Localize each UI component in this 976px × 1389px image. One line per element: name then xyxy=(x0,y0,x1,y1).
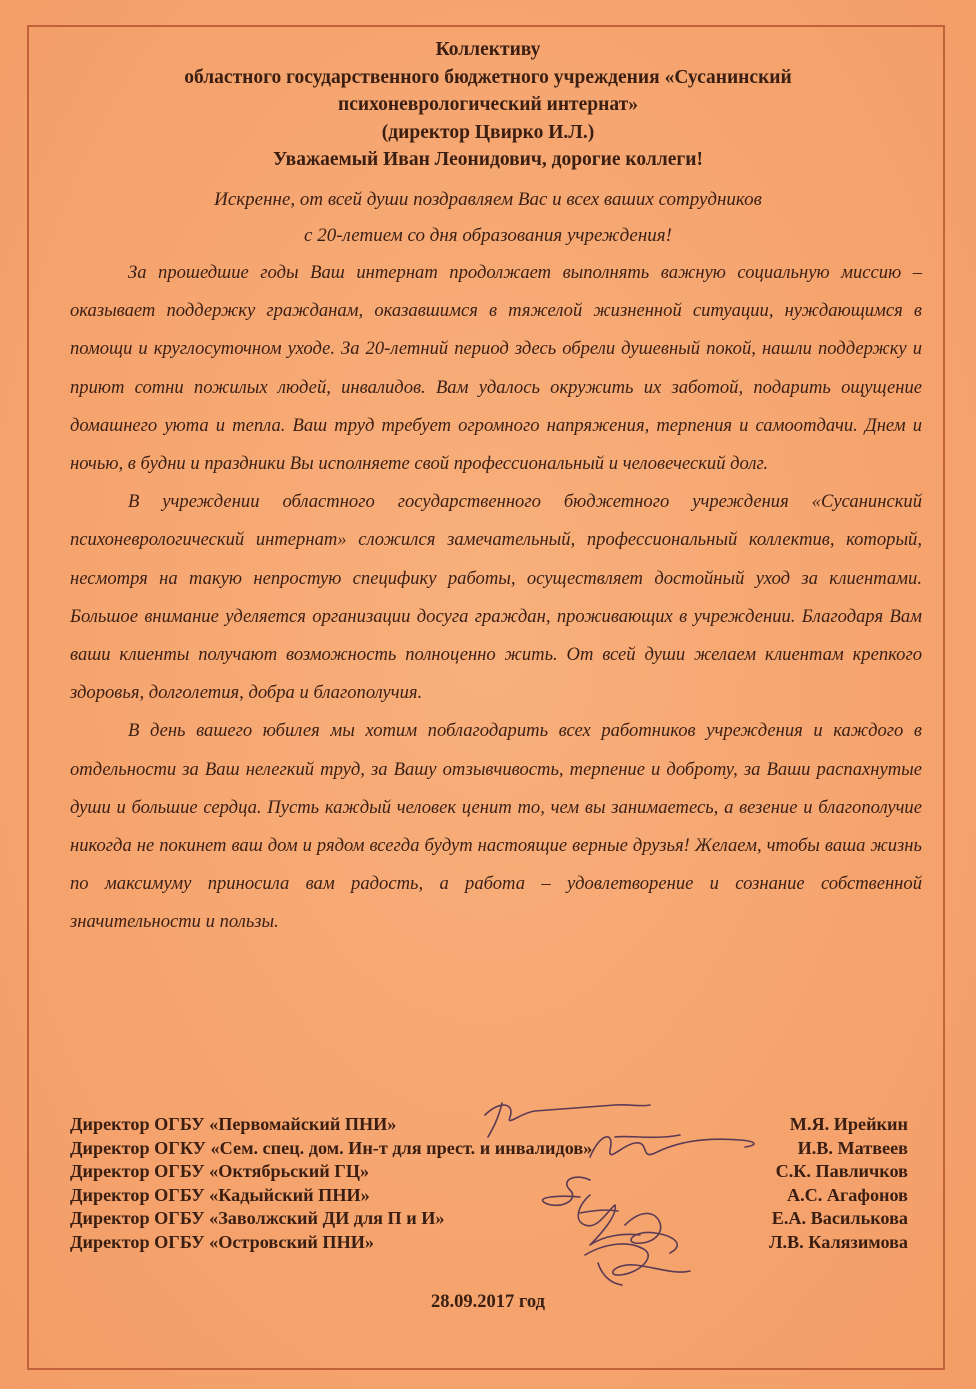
signatory-name: И.В. Матвеев xyxy=(797,1137,908,1158)
signatory-organization: Директор ОГБУ «Островский ПНИ» xyxy=(70,1231,374,1252)
signatory-organization: Директор ОГБУ «Кадыйский ПНИ» xyxy=(70,1184,370,1205)
signatories-list xyxy=(70,1113,910,1255)
header-institution-cont: психоневрологический интернат» xyxy=(338,94,638,115)
signatory-name: А.С. Агафонов xyxy=(786,1184,908,1205)
signatory-row xyxy=(70,1184,910,1208)
signatory-row xyxy=(70,1113,910,1137)
signatory-organization: Директор ОГБУ «Первомайский ПНИ» xyxy=(70,1114,397,1134)
header-addressee: Коллективу xyxy=(435,39,541,60)
paragraph-3: В день вашего юбилея мы хотим поблагодарить всех работников учреждения и каждого в отдельности за Ваш нелегкий труд, за Вашу отзывчивость, терпение и доброту, за Ваши распахнутые души и большие сердца. Пусть каждый человек ценит то, чем вы занимаетесь, а везение и благополучие никогда не покинет ваш дом и рядом всегда будут настоящие верные друзья! Желаем, чтобы ваша жизнь по максимуму приносила вам радость, а работа – удовлетворение и сознание собственной значительности и пользы. xyxy=(70,720,922,933)
letter-header xyxy=(30,36,946,174)
signatory-name: С.К. Павличков xyxy=(775,1161,908,1182)
signatory-row xyxy=(70,1160,910,1184)
signatory-organization: Директор ОГКУ «Сем. спец. дом. Ин-т для прест. и инвалидов» xyxy=(70,1137,593,1158)
greeting-line-1: Искренне, от всей души поздравляем Вас и всех ваших сотрудников xyxy=(214,189,762,210)
signatory-organization: Директор ОГБУ «Заволжский ДИ для П и И» xyxy=(70,1208,445,1229)
greeting xyxy=(30,182,946,254)
header-salutation: Уважаемый Иван Леонидович, дорогие коллеги! xyxy=(272,149,704,170)
signatory-row xyxy=(70,1207,910,1231)
signatory-name: Л.В. Калязимова xyxy=(768,1231,908,1252)
letter-body xyxy=(70,254,922,942)
greeting-line-2: с 20-летием со дня образования учреждения! xyxy=(304,225,672,246)
signatory-name: Е.А. Василькова xyxy=(771,1208,908,1229)
signatory-organization: Директор ОГБУ «Октябрьский ГЦ» xyxy=(70,1161,370,1182)
header-institution: областного государственного бюджетного учреждения «Сусанинский xyxy=(184,66,792,88)
header-director: (директор Цвирко И.Л.) xyxy=(381,121,595,143)
paragraph-1: За прошедшие годы Ваш интернат продолжает выполнять важную социальную миссию – оказывает поддержку гражданам, оказавшимся в тяжелой жизненной ситуации, нуждающимся в помощи и круглосуточном уходе. За 20-летний период здесь обрели душевный покой, нашли поддержку и приют сотни пожилых людей, инвалидов. Вам удалось окружить их заботой, подарить ощущение домашнего уюта и тепла. Ваш труд требует огромного напряжения, терпения и самоотдачи. Днем и ночью, в будни и праздники Вы исполняете свой профессиональный и человеческий долг. xyxy=(70,262,922,475)
signatory-row xyxy=(70,1137,910,1161)
paragraph-2: В учреждении областного государственного бюджетного учреждения «Сусанинский психоневрологический интернат» сложился замечательный, профессиональный коллектив, который, несмотря на такую непростую специфику работы, осуществляет достойный уход за клиентами. Большое внимание уделяется организации досуга граждан, проживающих в учреждении. Благодаря Вам ваши клиенты получают возможность полноценно жить. От всей души желаем клиентам крепкого здоровья, долголетия, добра и благополучия. xyxy=(70,491,922,704)
signatory-name: М.Я. Ирейкин xyxy=(789,1114,908,1134)
signatory-row xyxy=(70,1231,910,1255)
letter-date: 28.09.2017 год xyxy=(431,1292,545,1312)
